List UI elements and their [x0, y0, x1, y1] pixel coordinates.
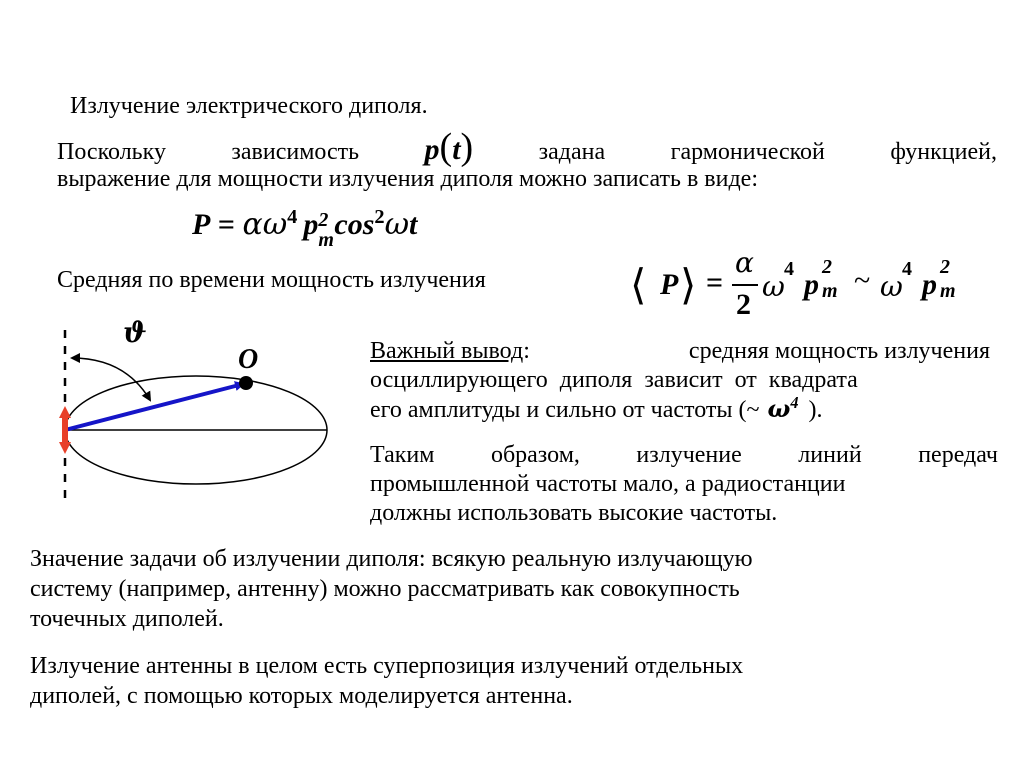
para4-line-1: Излучение антенны в целом есть суперпозиция излучений отдельных — [30, 653, 744, 679]
intro-line-2: выражение для мощности излучения диполя можно записать в виде: — [57, 166, 759, 192]
conclusion-line-3 — [370, 393, 823, 423]
alpha-symbol: α — [242, 207, 263, 242]
conclusion-title-wrap — [370, 338, 530, 364]
omega-symbol: ω — [767, 394, 791, 423]
right-angle-bracket: ⟩ — [680, 260, 697, 309]
intro-word: функцией, — [890, 139, 997, 165]
left-angle-bracket: ⟨ — [630, 260, 647, 309]
intro-word: зависимость — [231, 139, 360, 165]
dipole-body — [62, 418, 68, 442]
theta-label: ϑ — [123, 316, 147, 349]
fraction-denominator: 2 — [736, 288, 751, 321]
power-symbol: P — [192, 208, 211, 241]
power-exponent: 4 — [784, 258, 794, 280]
equals-sign: = — [706, 266, 724, 299]
average-power-label: Средняя по времени мощность излучения — [57, 267, 486, 293]
conclusion-line-2: осциллирующего диполя зависит от квадрата — [370, 367, 858, 393]
power-exponent: 4 — [790, 393, 799, 412]
p-symbol: p — [922, 268, 937, 301]
omega-symbol: ω — [762, 270, 785, 303]
square-exponent: 2 — [374, 206, 385, 228]
p-symbol: p — [424, 133, 440, 166]
omega-symbol: ω — [384, 207, 410, 242]
equals-sign: = — [210, 208, 243, 241]
power-symbol: P — [660, 268, 679, 301]
square-exponent: 2 — [940, 256, 950, 278]
tilde-sign: ~ — [746, 397, 760, 423]
intro-word: гармонической — [670, 139, 825, 165]
para2-line-1: Таким образом, излучение линий передач — [370, 442, 998, 468]
slide-heading: Излучение электрического диполя. — [70, 93, 428, 119]
para2-line-3: должны использовать высокие частоты. — [370, 500, 778, 526]
conclusion-title: Важный вывод — [370, 338, 524, 364]
m-subscript: m — [822, 280, 838, 302]
intro-line-1 — [57, 126, 997, 168]
dipole-diagram — [40, 318, 340, 508]
power-exponent: 4 — [287, 206, 298, 228]
p-symbol: p — [303, 208, 319, 241]
para2-line-2: промышленной частоты мало, а радиостанции — [370, 471, 846, 497]
conclusion-line-1 — [370, 338, 990, 364]
omega-symbol: ω — [880, 270, 903, 303]
para3-line-1: Значение задачи об излучении диполя: всякую реальную излучающую — [30, 546, 753, 572]
theta-angle-arc — [72, 358, 150, 400]
fraction-numerator: α — [735, 246, 754, 279]
conclusion-line-1-rest: средняя мощность излучения — [688, 338, 990, 364]
tilde-sign: ~ — [854, 264, 871, 297]
radius-vector-arrow — [65, 384, 243, 430]
power-formula — [192, 206, 418, 251]
o-label: O — [238, 344, 259, 375]
point-o-dot — [239, 376, 253, 390]
para3-line-2: систему (например, антенну) можно рассматривать как совокупность — [30, 576, 740, 602]
square-exponent: 2 — [822, 256, 832, 278]
average-power-formula — [630, 246, 980, 322]
m-subscript: m — [940, 280, 956, 302]
p-symbol: p — [804, 268, 819, 301]
dipole-arrow-up — [59, 406, 71, 418]
m-subscript: m — [318, 229, 334, 251]
closing-paren: ). — [808, 397, 823, 423]
power-exponent: 4 — [902, 258, 912, 280]
para3-line-3: точечных диполей. — [30, 606, 224, 632]
t-symbol: t — [452, 133, 461, 166]
fraction-bar — [732, 284, 758, 286]
conclusion-line-3-text: его амплитуды и сильно от частоты ( — [370, 397, 747, 423]
dipole-arrow-down — [59, 442, 71, 454]
para4-line-2: диполей, с помощью которых моделируется антенна. — [30, 683, 573, 709]
p-of-t-formula: p(t) — [424, 126, 474, 168]
cos-function: cos — [334, 208, 375, 241]
time-symbol: t — [409, 208, 418, 241]
intro-word: задана — [538, 139, 606, 165]
intro-word: Поскольку — [57, 139, 166, 165]
square-exponent: 2 — [318, 209, 329, 231]
omega-symbol: ω — [262, 207, 288, 242]
conclusion-colon: : — [523, 338, 530, 364]
